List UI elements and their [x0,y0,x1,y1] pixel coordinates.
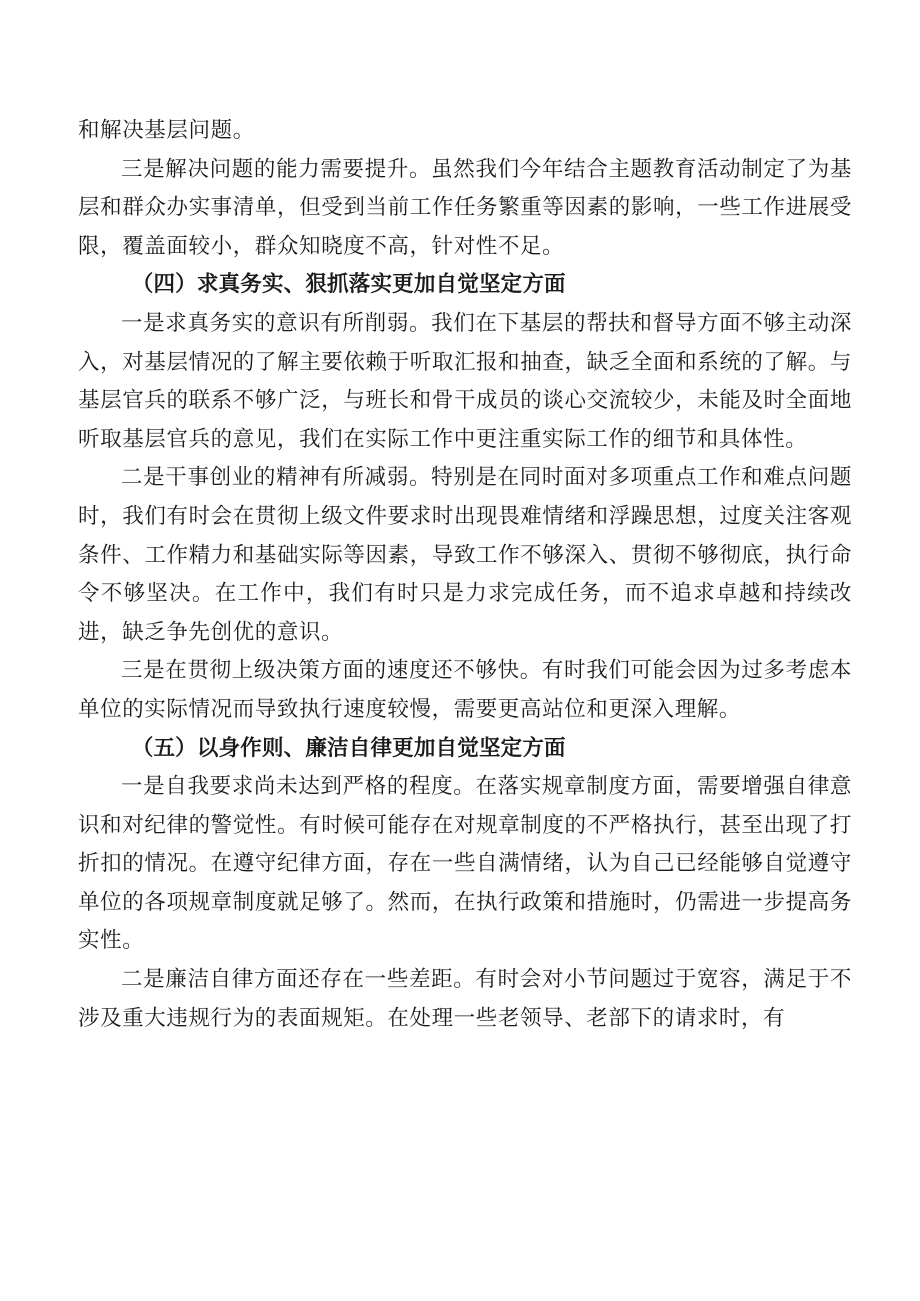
paragraph-continuation: 和解决基层问题。 [78,118,255,143]
section-heading-5: （五）以身作则、廉洁自律更加自觉坚定方面 [131,735,566,761]
document-page [78,112,852,1038]
paragraph-problem-solving-ability: 三是解决问题的能力需要提升。虽然我们今年结合主题教育活动制定了为基层和群众办实事清单，但受到当前工作任务繁重等因素的影响，一些工作进展受限，覆盖面较小，群众知晓度不高，针对性不足。 [78,156,852,259]
paragraph-implementation-speed: 三是在贯彻上级决策方面的速度还不够快。有时我们可能会因为过多考虑本单位的实际情况而导致执行速度较慢，需要更高站位和更深入理解。 [78,658,852,722]
section-heading-4: （四）求真务实、狠抓落实更加自觉坚定方面 [131,272,566,298]
paragraph-self-requirements: 一是自我要求尚未达到严格的程度。在落实规章制度方面，需要增强自律意识和对纪律的警觉性。有时候可能存在对规章制度的不严格执行，甚至出现了打折扣的情况。在遵守纪律方面，存在一些自满情绪，认为自己已经能够自觉遵守单位的各项规章制度就足够了。然而，在执行政策和措施时，仍需进一步提高务实性。 [78,774,852,954]
paragraph-integrity-self-discipline: 二是廉洁自律方面还存在一些差距。有时会对小节问题过于宽容，满足于不涉及重大违规行为的表面规矩。在处理一些老领导、老部下的请求时，有 [78,967,852,1031]
paragraph-entrepreneurial-spirit: 二是干事创业的精神有所减弱。特别是在同时面对多项重点工作和难点问题时，我们有时会在贯彻上级文件要求时出现畏难情绪和浮躁思想，过度关注客观条件、工作精力和基础实际等因素，导致工作不够深入、贯彻不够彻底，执行命令不够坚决。在工作中，我们有时只是力求完成任务，而不追求卓越和持续改进，缺乏争先创优的意识。 [78,465,852,645]
paragraph-pragmatic-awareness: 一是求真务实的意识有所削弱。我们在下基层的帮扶和督导方面不够主动深入，对基层情况的了解主要依赖于听取汇报和抽查，缺乏全面和系统的了解。与基层官兵的联系不够广泛，与班长和骨干成员的谈心交流较少，未能及时全面地听取基层官兵的意见，我们在实际工作中更注重实际工作的细节和具体性。 [78,310,852,452]
